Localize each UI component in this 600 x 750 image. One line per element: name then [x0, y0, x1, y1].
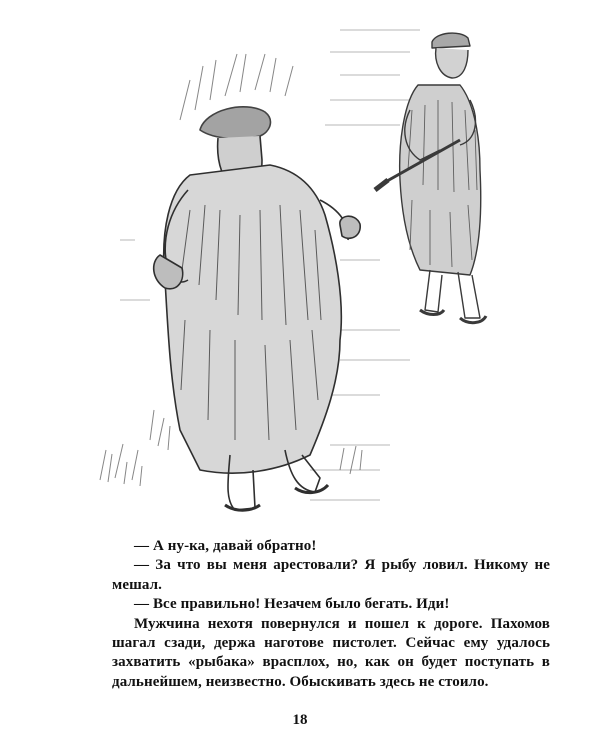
text-block — [112, 537, 550, 692]
paragraph-3: — Все правильно! Незачем было бегать. Иди! — [134, 596, 450, 613]
paragraph-2: — За что вы меня арестовали? Я рыбу ловил. Никому не мешал. — [112, 557, 550, 593]
paragraph-4: Мужчина нехотя повернулся и пошел к дороге. Пахомов шагал сзади, держа наготове пистолет. Сейчас ему удалось захватить «рыбака» врасплох, но, как он будет поступать в дальнейшем, неизвестно. Обыскивать здесь не стоило. — [112, 615, 550, 690]
illustration-pencil-sketch — [40, 0, 580, 530]
man-in-coat-figure — [154, 107, 361, 510]
soldier-figure — [375, 33, 486, 323]
paragraph-1: — А ну-ка, давай обратно! — [134, 538, 317, 554]
page-number: 18 — [292, 712, 308, 728]
